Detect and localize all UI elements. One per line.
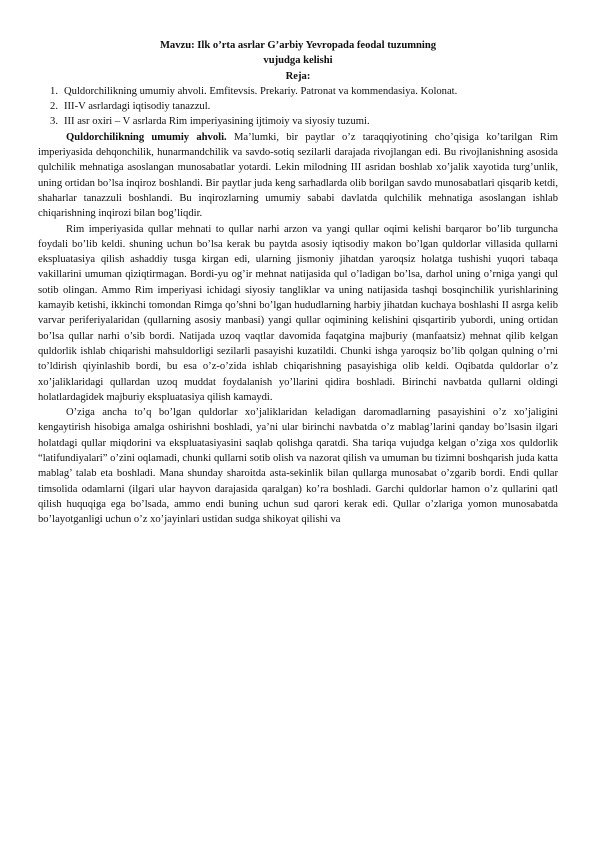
plan-item-text: III-V asrlardagi iqtisodiy tanazzul. — [64, 101, 211, 113]
body-paragraph — [38, 222, 558, 406]
plan-heading: Reja: — [285, 70, 311, 82]
paragraph-text: O’ziga ancha to’q bo’lgan quldorlar xo’jaliklaridan keladigan daromadlarning pasayishini o’z xo’jaligini kengaytirish hisobiga amalga oshirishni boshladi, ya’ni ular birinchi navbatda o’z mablag’larini qanday bo’lsasin ilgari holatdagi qullar miqdorini va ekspluatasiyasini saqlab qolishga qaratdi. Sha tariqa vujudga kelgan o’ziga xos quldorlik “latifundiyalari” o’zini oqlamadi, chunki qullarni sotib olish va nazorat qilish va umuman bu tizimni boshqarish juda katta mablag’ talab eta boshladi. Mana shunday sharoitda asta-sekinlik bilan qullarga munosabat o’zgarib bordi. Endi qullar timsolida odamlarni (ilgari ular hayvon darajasida qaralgan) ko’ra boshladi. Garchi quldorlar hamon o’z qullarini qatl qilish huquqiga ega bo’lsada, ammo endi buning uchun sud qarori kerak edi. Qullar o’zlariga yomon munosabatda bo’layotganligi uchun o’z xo’jayinlari ustidan sudga shikoyat qilishi va — [38, 407, 558, 526]
document-title-line-1: Mavzu: Ilk o’rta asrlar G’arbiy Yevropada feodal tuzumning — [159, 40, 437, 51]
plan-item — [38, 114, 558, 129]
paragraph-lead: Quldorchilikning umumiy ahvoli. — [66, 131, 227, 143]
body-paragraph — [38, 405, 558, 527]
plan-item — [38, 84, 558, 99]
body-paragraph — [38, 130, 558, 222]
document-title-line-2: vujudga kelishi — [263, 55, 333, 67]
document-page — [38, 38, 558, 528]
plan-item-text: III asr oxiri – V asrlarda Rim imperiyasining ijtimoiy va siyosiy tuzumi. — [64, 116, 370, 128]
plan-item-number: 2. — [50, 101, 58, 113]
plan-item-number: 1. — [50, 85, 58, 97]
paragraph-text: Ma’lumki, bir paytlar o’z taraqqiyotining cho’qisiga ko’tarilgan Rim imperiyasida dehqonchilik, hunarmandchilik va savdo-sotiq sezilarli darajada rivojlangan edi. Bu rivojlanishning asosida qulchilik mehnatiga asoslangan munosabatlar yotardi. Lekin milodning III asridan boshlab xo’jalik xayotida turg’unlik, uning ortidan bo’lsa inqiroz boshlandi. Bir paytlar juda keng sarhadlarda olib borilgan savdo munosabatlari qisqarib ketdi, shaharlar tanazzuli boshlandi. Bu inqirozlarning umumiy sababi davlatda qulchilik mehnatiga asoslangan ishlab chiqarishning inqirozi bilan bog’liqdir. — [38, 131, 558, 220]
plan-list — [38, 84, 558, 130]
plan-item — [38, 99, 558, 114]
paragraph-text: Rim imperiyasida qullar mehnati to qullar narhi arzon va yangi qullar oqimi kelishi barqaror bo’lib turguncha foydali bo’lib keldi. shuning uchun bo’lsa kerak bu paytda asosiy iqtisodiy makon bo’lgan quldorlar villasida qullarni ekspluatasiya qilish ashaddiy tusga kirgan edi, ularning jismoniy jihatdan yaroqsiz holatga tushishi yuqori tabaqa vakillarini umuman qiziqtirmagan. Bordi-yu og’ir mehnat natijasida qul o’ladigan bo’lsa, darhol uning o’rniga yangi qul sotib olingan. Ammo Rim imperiyasi ichidagi siyosiy tangliklar va uning natijasida tashqi bosqinchilik yurishlarining kamayib ketishi, ikkinchi tomondan Rimga qo’shni bo’lgan hududlarning harbiy jihatdan kuchaya boshlashi II asrga kelib varvar periferiyalaridan (qullarning asosiy manbasi) yangi qullar oqimining kelishini qisqartirib yubordi, uning ortidan bo’lsa qullar narhi o’sib bordi. Natijada uzoq vaqtlar davomida faqatgina majburiy (manfaatsiz) mehnat qilib kelgan quldorlik ishlab chiqarishi mahsuldorligi sezilarli pasayishi kuzatildi. Chunki ishga yaroqsiz bo’lib qolgan qulning o’rni to’ldirish qiyinlashib bordi, bu esa o’z-o’zida ishlab chiqarishning pasayishiga olib keldi. Oqibatda quldorlar o’z xo’jaliklaridagi qullardan uzoq muddat foydalanish yo’llarini qidira boshladi. Birinchi navbatda qullarni oldingi holatlardagidek majburiy ekspluatasiya qilish kamaydi. — [38, 223, 558, 403]
plan-item-text: Quldorchilikning umumiy ahvoli. Emfitevsis. Prekariy. Patronat va kommendasiya. Kolonat. — [64, 85, 458, 97]
plan-item-number: 3. — [50, 116, 58, 128]
